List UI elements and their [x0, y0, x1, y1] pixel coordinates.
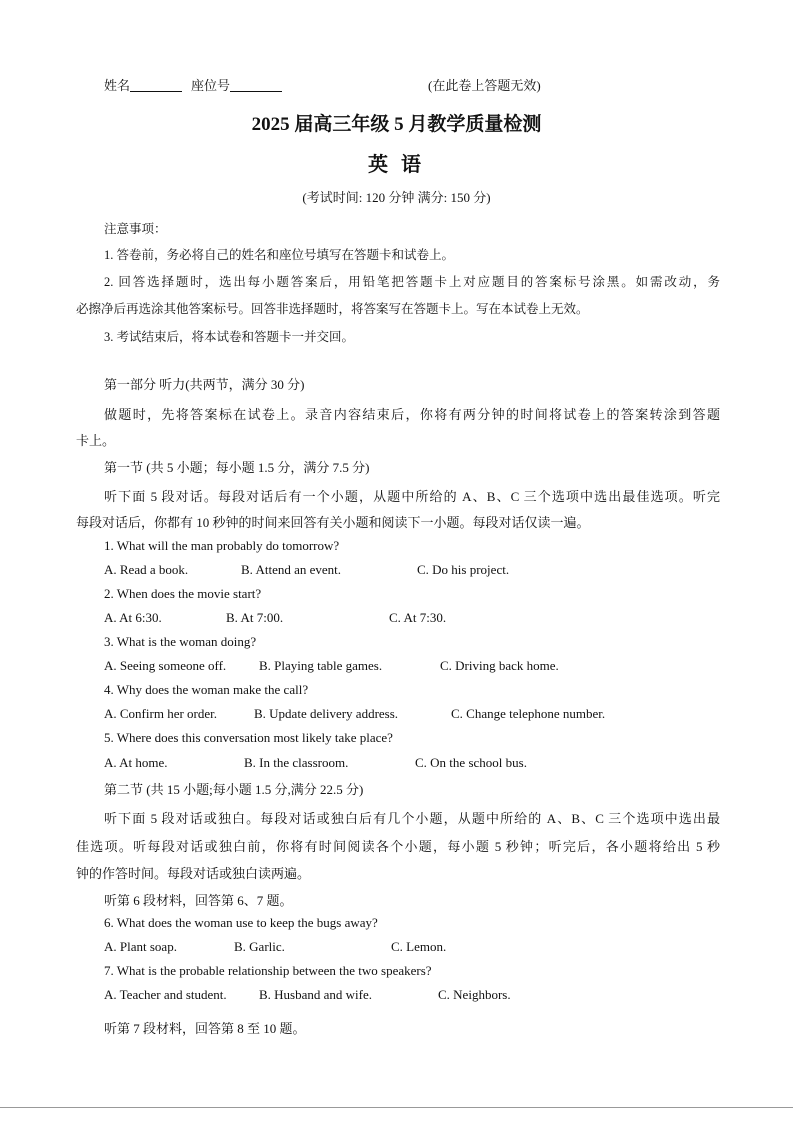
section2-instr-line-2: 佳选项。听每段对话或独白前，你将有时间阅读各个小题，每小题 5 秒钟；听完后，各小题将给出 5 秒	[76, 839, 720, 854]
option-6c[interactable]: C. Lemon.	[391, 939, 447, 954]
option-4c[interactable]: C. Change telephone number.	[451, 706, 606, 721]
question-6: 6. What does the woman use to keep the bugs away?	[104, 915, 378, 930]
part1-heading: 第一部分 听力(共两节，满分 30 分)	[104, 377, 305, 392]
material-7-heading: 听第 7 段材料，回答第 8 至 10 题。	[104, 1021, 306, 1036]
option-6b[interactable]: B. Garlic.	[234, 939, 285, 954]
question-7: 7. What is the probable relationship between the two speakers?	[104, 963, 432, 978]
material-6-heading: 听第 6 段材料，回答第 6、7 题。	[104, 893, 293, 908]
option-2b[interactable]: B. At 7:00.	[226, 610, 284, 625]
section1-heading: 第一节 (共 5 小题；每小题 1.5 分，满分 7.5 分)	[104, 460, 370, 475]
section2-instr-line-1: 听下面 5 段对话或独白。每段对话或独白后有几个小题，从题中所给的 A、B、C 三个选项中选出最	[104, 811, 720, 826]
name-field	[104, 75, 182, 94]
name-blank[interactable]	[130, 79, 182, 92]
exam-subject: 英 语	[368, 154, 425, 176]
option-4a[interactable]: A. Confirm her order.	[104, 706, 218, 721]
option-5a[interactable]: A. At home.	[104, 755, 168, 770]
option-7b[interactable]: B. Husband and wife.	[259, 987, 373, 1002]
section2-heading: 第二节 (共 15 小题;每小题 1.5 分,满分 22.5 分)	[104, 782, 364, 797]
exam-time-info: (考试时间: 120 分钟 满分: 150 分)	[302, 190, 491, 205]
option-2a[interactable]: A. At 6:30.	[104, 610, 162, 625]
invalid-note: (在此卷上答题无效)	[428, 78, 541, 93]
option-1b[interactable]: B. Attend an event.	[241, 562, 342, 577]
option-3b[interactable]: B. Playing table games.	[259, 658, 383, 673]
note-1: 1. 答卷前，务必将自己的姓名和座位号填写在答题卡和试卷上。	[104, 248, 455, 262]
section1-instr-line-2: 每段对话后，你都有 10 秒钟的时间来回答有关小题和阅读下一小题。每段对话仅读一遍。	[76, 515, 590, 530]
option-1c[interactable]: C. Do his project.	[417, 562, 510, 577]
option-3c[interactable]: C. Driving back home.	[440, 658, 559, 673]
name-label: 姓名	[104, 78, 131, 93]
option-3a[interactable]: A. Seeing someone off.	[104, 658, 227, 673]
seat-field	[191, 75, 282, 94]
footer-divider	[0, 1107, 793, 1108]
note-2-line-2: 必擦净后再选涂其他答案标号。回答非选择题时，将答案写在答题卡上。写在本试卷上无效。	[76, 302, 589, 316]
exam-title: 2025 届高三年级 5 月教学质量检测	[251, 114, 542, 135]
option-4b[interactable]: B. Update delivery address.	[254, 706, 399, 721]
seat-label: 座位号	[191, 78, 231, 93]
seat-blank[interactable]	[230, 79, 282, 92]
question-4: 4. Why does the woman make the call?	[104, 682, 309, 697]
option-5c[interactable]: C. On the school bus.	[415, 755, 527, 770]
note-3: 3. 考试结束后，将本试卷和答题卡一并交回。	[104, 330, 355, 344]
section1-instr-line-1: 听下面 5 段对话。每段对话后有一个小题，从题中所给的 A、B、C 三个选项中选出最佳选项。听完	[104, 489, 720, 504]
question-1: 1. What will the man probably do tomorrow?	[104, 538, 340, 553]
part1-intro-line-1: 做题时，先将答案标在试卷上。录音内容结束后，你将有两分钟的时间将试卷上的答案转涂到答题	[104, 407, 720, 422]
option-2c[interactable]: C. At 7:30.	[389, 610, 447, 625]
option-1a[interactable]: A. Read a book.	[104, 562, 189, 577]
note-2-line-1: 2. 回答选择题时，选出每小题答案后，用铅笔把答题卡上对应题目的答案标号涂黑。如需改动，务	[104, 275, 720, 289]
part1-intro-line-2: 卡上。	[76, 433, 116, 448]
option-7a[interactable]: A. Teacher and student.	[104, 987, 227, 1002]
option-6a[interactable]: A. Plant soap.	[104, 939, 177, 954]
option-7c[interactable]: C. Neighbors.	[438, 987, 511, 1002]
section2-instr-line-3: 钟的作答时间。每段对话或独白读两遍。	[76, 866, 311, 881]
question-2: 2. When does the movie start?	[104, 586, 262, 601]
notes-heading: 注意事项：	[104, 222, 167, 236]
question-5: 5. Where does this conversation most likely take place?	[104, 730, 393, 745]
question-3: 3. What is the woman doing?	[104, 634, 257, 649]
option-5b[interactable]: B. In the classroom.	[244, 755, 349, 770]
